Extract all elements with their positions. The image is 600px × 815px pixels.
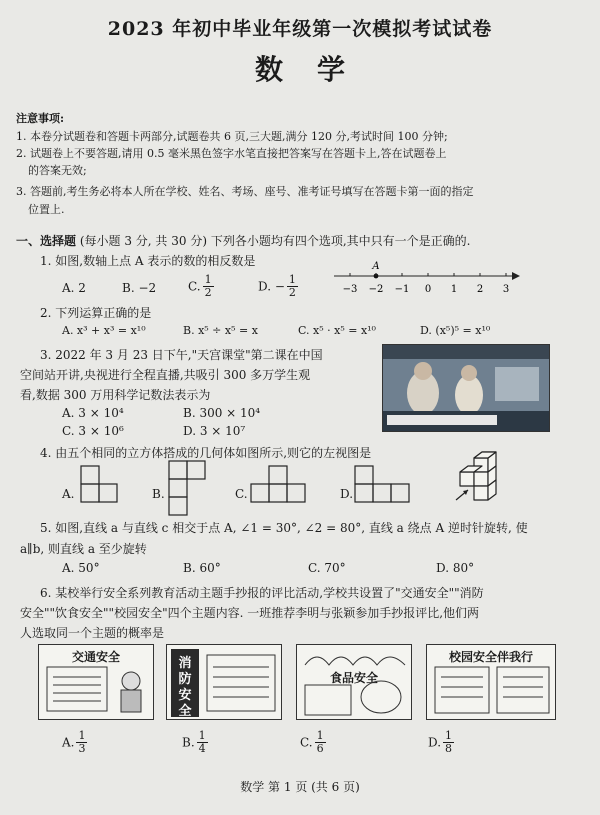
axis-tick-label: 3 [502, 284, 510, 295]
axis-tick-label: 0 [424, 284, 432, 295]
section-desc: (每小题 3 分, 共 30 分) 下列各小题均有四个选项,其中只有一个是正确的. [79, 234, 471, 248]
q6-option-d: D. $\frac{1}{8}$ [428, 729, 453, 755]
notice-heading: 注意事项: [16, 112, 65, 125]
q4-option-c: C. [235, 487, 248, 501]
q3-line-1: 3. 2022 年 3 月 23 日下午,"天宫课堂"第二课在中国 [40, 348, 323, 362]
svg-text:全: 全 [178, 704, 192, 719]
q6-line-2: 安全""饮食安全""校园安全"四个主题内容. 一班推荐李明与张颖参加手抄报评比,他们两 [20, 606, 480, 620]
q4-stem: 4. 由五个相同的立方体搭成的几何体如图所示,则它的左视图是 [40, 446, 372, 460]
q5-line-2: a∥b, 则直线 a 至少旋转 [20, 542, 147, 556]
notice-item-3: 3. 答题前,考生务必将本人所在学校、姓名、考场、座号、准考证号填写在答题卡第一面的指定 [16, 185, 474, 198]
svg-text:防: 防 [178, 672, 192, 687]
svg-text:安: 安 [178, 688, 192, 703]
q4-option-b: B. [152, 487, 165, 501]
q1-option-b: B. −2 [122, 281, 157, 295]
q6-option-b: B. $\frac{1}{4}$ [182, 729, 206, 755]
notice-item-3-cont: 位置上. [28, 203, 65, 216]
q2-option-b: B. x⁵ ÷ x⁵ = x [183, 324, 258, 337]
axis-tick-label: 1 [450, 284, 458, 295]
axis-tick-label: −3 [342, 284, 358, 295]
notice-item-2-cont: 的答案无效; [28, 164, 87, 177]
section-heading: 一、选择题 [16, 234, 77, 248]
q3-line-3: 看,数据 300 万用科学记数法表示为 [20, 388, 211, 402]
q3-option-d: D. 3 × 10⁷ [183, 424, 246, 438]
q1-option-a: A. 2 [62, 281, 86, 295]
poster-traffic-safety: 交通安全 [38, 644, 154, 720]
number-line [330, 262, 520, 298]
q4-view-a [80, 465, 120, 505]
q2-option-c: C. x⁵ · x⁵ = x¹⁰ [298, 324, 376, 337]
notice-item-2: 2. 试题卷上不要答题,请用 0.5 毫米黑色签字水笔直接把答案写在答题卡上,答在试题卷上 [16, 147, 447, 160]
q4-option-a: A. [62, 487, 75, 501]
notice-item-1: 1. 本卷分试题卷和答题卡两部分,试题卷共 6 页,三大题,满分 120 分,考试时间 100 分钟; [16, 130, 448, 143]
q5-option-c: C. 70° [308, 561, 346, 575]
svg-text:消: 消 [178, 656, 192, 671]
point-a-label: A [372, 261, 380, 272]
q2-option-d: D. (x⁵)⁵ = x¹⁰ [420, 324, 491, 337]
page-footer: 数学 第 1 页 (共 6 页) [240, 780, 360, 794]
section-heading-row [16, 232, 470, 249]
q2-option-a: A. x³ + x³ = x¹⁰ [62, 324, 146, 337]
axis-tick-label: −1 [394, 284, 410, 295]
cube-solid-figure [452, 448, 516, 504]
q6-line-1: 6. 某校举行安全系列教育活动主题手抄报的评比活动,学校共设置了"交通安全""消防 [40, 586, 484, 600]
q3-option-b: B. 300 × 10⁴ [183, 406, 261, 420]
subject-title: 数学 [254, 53, 379, 86]
q2-stem: 2. 下列运算正确的是 [40, 306, 152, 320]
q4-view-c [250, 465, 310, 505]
tiangong-broadcast-photo [382, 344, 550, 432]
q1-option-c: C. $\frac{1}{2}$ [188, 273, 212, 299]
q4-option-d: D. [340, 487, 354, 501]
q5-line-1: 5. 如图,直线 a 与直线 c 相交于点 A, ∠1 = 30°, ∠2 = 80°, 直线 a 绕点 A 逆时针旋转, 使 [40, 521, 528, 535]
q5-option-a: A. 50° [62, 561, 100, 575]
q3-option-a: A. 3 × 10⁴ [62, 406, 124, 420]
q1-stem: 1. 如图,数轴上点 A 表示的数的相反数是 [40, 254, 256, 268]
q3-line-2: 空间站开讲,央视进行全程直播,共吸引 300 多万学生观 [20, 368, 311, 382]
q6-line-3: 人选取同一个主题的概率是 [20, 626, 165, 640]
q1-option-d: D. − $\frac{1}{2}$ [258, 273, 296, 299]
poster-campus-safety: 校园安全伴我行 [426, 644, 556, 720]
axis-tick-label: 2 [476, 284, 484, 295]
poster-food-safety: 食品安全 [296, 644, 412, 720]
q6-option-a: A. $\frac{1}{3}$ [62, 729, 86, 755]
poster-fire-safety [166, 644, 282, 720]
q4-view-b [168, 460, 208, 518]
q5-option-b: B. 60° [183, 561, 221, 575]
axis-tick-label: −2 [368, 284, 384, 295]
q6-option-c: C. $\frac{1}{6}$ [300, 729, 324, 755]
q3-option-c: C. 3 × 10⁶ [62, 424, 124, 438]
q4-view-d [354, 465, 414, 505]
exam-title: 2023 年初中毕业年级第一次模拟考试试卷 [107, 18, 493, 40]
q5-option-d: D. 80° [436, 561, 475, 575]
